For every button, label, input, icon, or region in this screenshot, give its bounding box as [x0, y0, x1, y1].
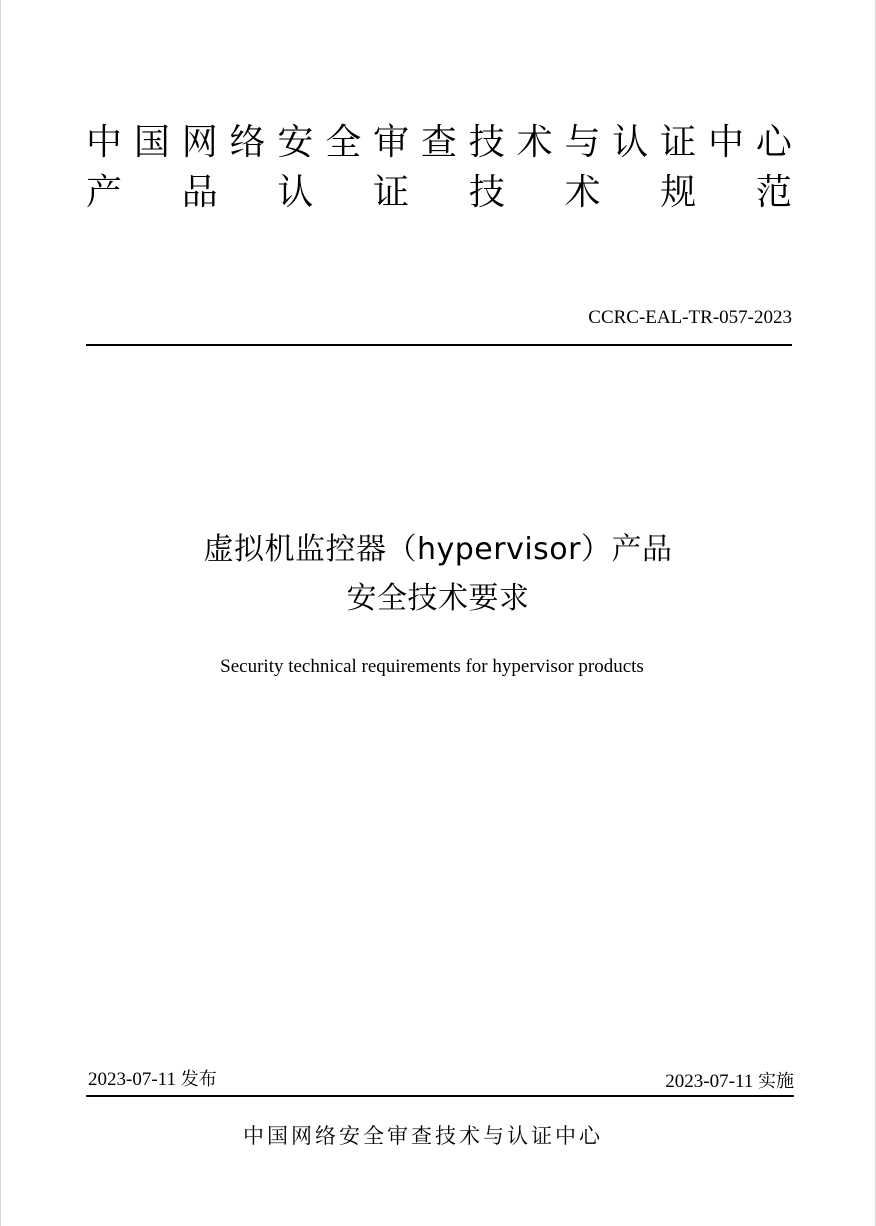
header-char: 安 [277, 122, 314, 163]
header-char: 全 [325, 122, 362, 163]
header-char: 证 [660, 122, 697, 163]
document-title-cn-line2: 安全技术要求 [346, 581, 530, 616]
header-spec-type [86, 171, 792, 215]
header-char: 中 [707, 122, 744, 163]
header-char: 品 [181, 172, 218, 213]
header-char: 中 [86, 122, 123, 163]
implement-date-line [665, 1070, 794, 1094]
document-number: CCRC-EAL-TR-057-2023 [588, 307, 792, 328]
footer-organization: 中国网络安全审查技术与认证中心 [243, 1124, 603, 1148]
header-char: 与 [564, 122, 601, 163]
header-char: 审 [373, 122, 410, 163]
publish-date-line [88, 1068, 217, 1092]
document-title-en: Security technical requirements for hypervisor products [220, 656, 644, 677]
header-char: 范 [755, 172, 792, 213]
header-char: 认 [277, 172, 314, 213]
header-char: 术 [564, 172, 601, 213]
header-char: 心 [755, 122, 792, 163]
document-title-cn-line1: 虚拟机监控器（hypervisor）产品 [203, 532, 673, 567]
header-char: 技 [468, 172, 505, 213]
header-char: 证 [373, 172, 410, 213]
header-char: 规 [660, 172, 697, 213]
implement-label: 实施 [758, 1071, 794, 1092]
header-char: 网 [181, 122, 218, 163]
header-char: 络 [229, 122, 266, 163]
header-organization [86, 121, 792, 165]
header-char: 查 [420, 122, 457, 163]
publish-label: 发布 [180, 1069, 217, 1090]
header-char: 术 [516, 122, 553, 163]
header-char: 技 [468, 122, 505, 163]
header-char: 国 [133, 122, 170, 163]
top-divider [86, 344, 792, 346]
publish-date: 2023-07-11 [88, 1069, 176, 1090]
bottom-divider [86, 1095, 794, 1097]
header-char: 产 [86, 172, 123, 213]
implement-date: 2023-07-11 [665, 1071, 754, 1092]
header-char: 认 [612, 122, 649, 163]
